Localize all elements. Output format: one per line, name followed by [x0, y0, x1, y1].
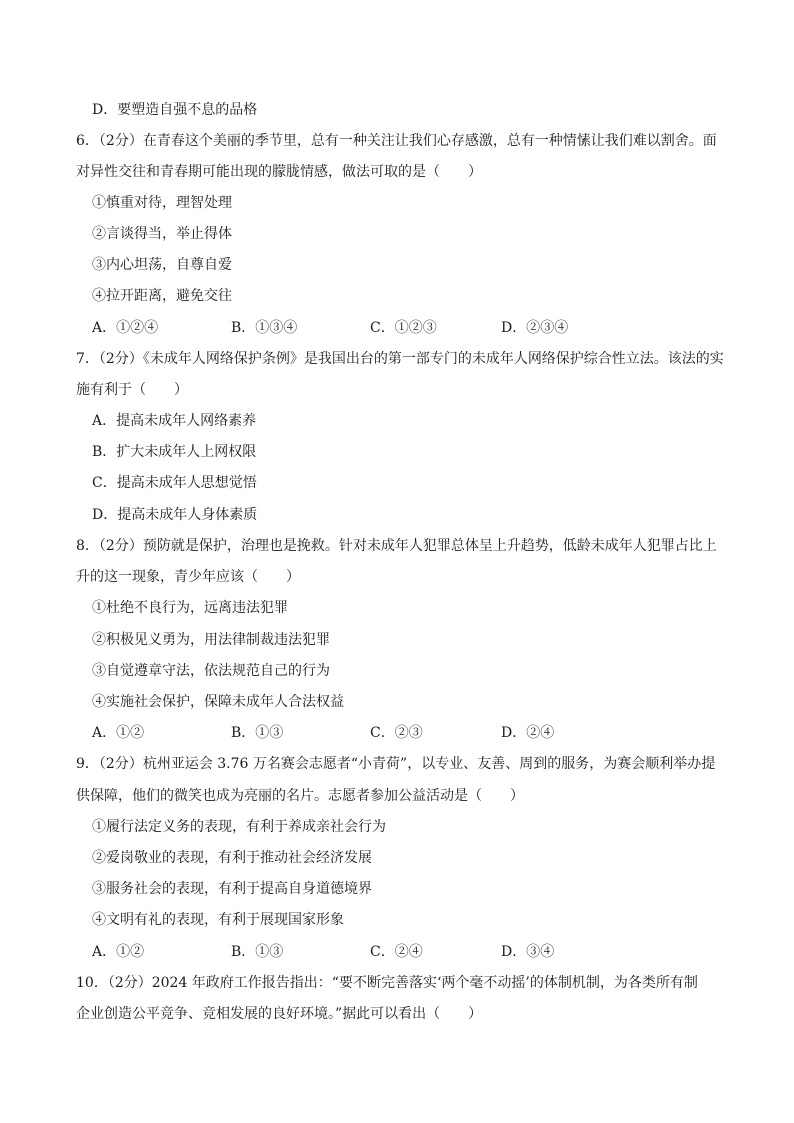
q7-option-c: C．提高未成年人思想觉悟	[92, 475, 257, 491]
q8-statement-3: ③自觉遵章守法，依法规范自己的行为	[92, 663, 330, 679]
q6-stem-line2: 对异性交往和青春期可能出现的朦胧情感，做法可取的是（ ）	[76, 164, 482, 180]
q7-stem-line1: 7．（2分）《未成年人网络保护条例》是我国出台的第一部专门的未成年人网络保护综合性立法。该法的实	[76, 351, 724, 367]
q6-statement-4: ④拉开距离，避免交往	[92, 288, 232, 304]
q6-statement-1: ①慎重对待，理智处理	[92, 195, 232, 211]
q8-choice-b: B．①③	[231, 725, 284, 741]
q8-statement-1: ①杜绝不良行为，远离违法犯罪	[92, 600, 288, 616]
q9-choice-c: C．②④	[370, 944, 423, 960]
q6-stem-line1: 6．（2分）在青春这个美丽的季节里，总有一种关注让我们心存感激，总有一种情愫让我们难以割舍。面	[76, 133, 717, 149]
q9-statement-2: ②爱岗敬业的表现，有利于推动社会经济发展	[92, 850, 372, 866]
q8-choice-d: D．②④	[501, 725, 555, 741]
q8-statement-2: ②积极见义勇为，用法律制裁违法犯罪	[92, 632, 330, 648]
q8-statement-4: ④实施社会保护，保障未成年人合法权益	[92, 694, 344, 710]
q9-stem-line2: 供保障，他们的微笑也成为亮丽的名片。志愿者参加公益活动是（ ）	[76, 788, 524, 804]
q6-statement-3: ③内心坦荡，自尊自爱	[92, 257, 232, 273]
q6-statement-2: ②言谈得当，举止得体	[92, 226, 232, 242]
q7-stem-line2: 施有利于（ ）	[76, 382, 188, 398]
q9-statement-4: ④文明有礼的表现，有利于展现国家形象	[92, 912, 344, 928]
q6-choice-d: D．②③④	[501, 320, 569, 336]
q6-choice-b: B．①③④	[231, 320, 298, 336]
q6-choice-c: C．①②③	[370, 320, 437, 336]
q8-choice-c: C．②③	[370, 725, 423, 741]
q9-statement-1: ①履行法定义务的表现，有利于养成亲社会行为	[92, 819, 386, 835]
q9-statement-3: ③服务社会的表现，有利于提高自身道德境界	[92, 881, 372, 897]
q6-choice-a: A．①②④	[92, 320, 159, 336]
q9-choice-b: B．①③	[231, 944, 284, 960]
q8-stem-line1: 8．（2分）预防就是保护，治理也是挽救。针对未成年人犯罪总体呈上升趋势，低龄未成年人犯罪占比上	[76, 538, 717, 554]
q8-choice-a: A．①②	[92, 725, 145, 741]
q9-stem-line1: 9．（2分）杭州亚运会 3.76 万名赛会志愿者“小青荷”，以专业、友善、周到的服务，为赛会顺利举办提	[76, 756, 716, 772]
q7-option-b: B．扩大未成年人上网权限	[92, 444, 257, 460]
q10-stem-line2: 企业创造公平竞争、竞相发展的良好环境。”据此可以看出（ ）	[76, 1006, 483, 1022]
q7-option-a: A．提高未成年人网络素养	[92, 413, 257, 429]
q7-option-d: D．提高未成年人身体素质	[92, 507, 258, 523]
q9-choice-d: D．③④	[501, 944, 555, 960]
q10-stem-line1: 10．（2分）2024 年政府工作报告指出：“要不断完善落实‘两个毫不动摇’的体制机制，为各类所有制	[76, 975, 698, 991]
q9-choice-a: A．①②	[92, 944, 145, 960]
q8-stem-line2: 升的这一现象，青少年应该（ ）	[76, 569, 300, 585]
q5-option-d: D．要塑造自强不息的品格	[92, 102, 258, 118]
